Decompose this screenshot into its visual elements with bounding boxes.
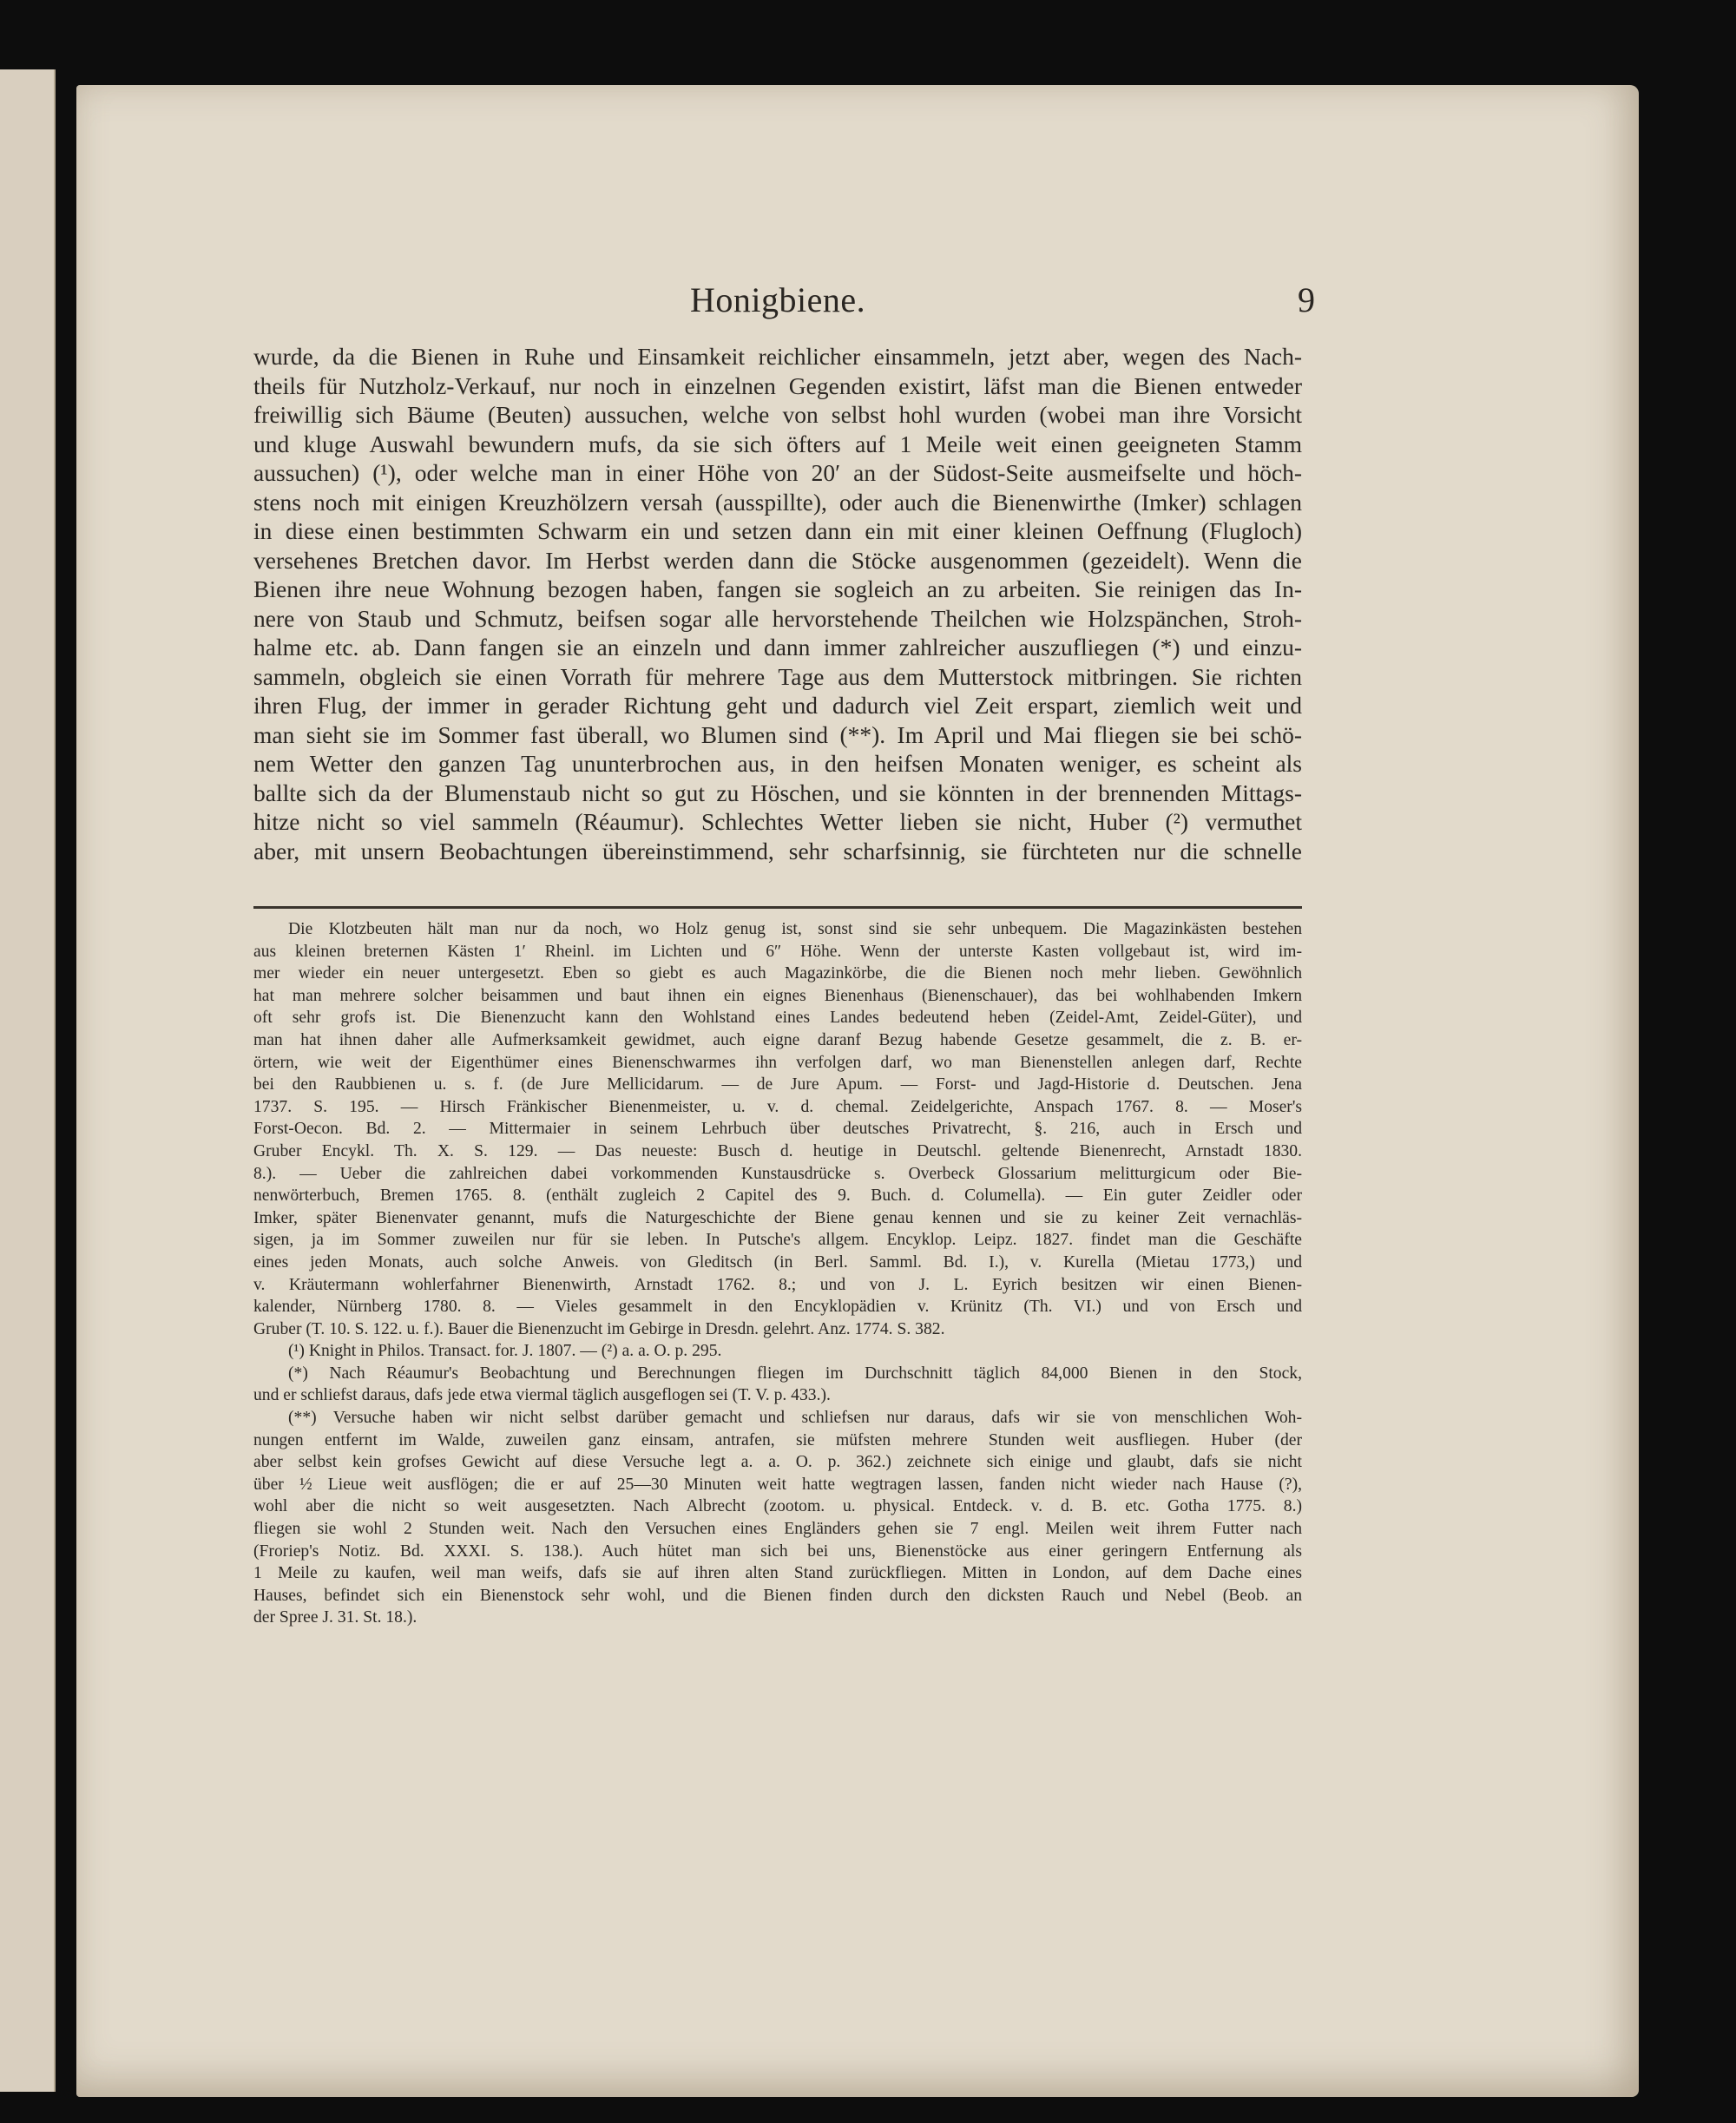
footnote-line: bei den Raubbienen u. s. f. (de Jure Mellicidarum. — de Jure Apum. — Forst- und Jagd-Historie d. Deutschen. Jena — [253, 1075, 1302, 1094]
footnote-line: hat man mehrere solcher beisammen und baut ihnen ein eignes Bienenhaus (Bienenschauer), das bei wohlhabenden Imkern — [253, 986, 1302, 1005]
footnote-double-star-line: (Froriep's Notiz. Bd. XXXI. S. 138.). Auch hütet man sich bei uns, Bienenstöcke aus einer geringern Entfernung als — [253, 1541, 1302, 1561]
footnote-line: örtern, wie weit der Eigenthümer eines Bienenschwarmes ihn verfolgen darf, wo man Bienenstellen anlegen darf, Rechte — [253, 1053, 1302, 1072]
footnote-divider — [253, 906, 1302, 909]
footnote-double-star-line: aber selbst kein grofses Gewicht auf diese Versuche legt a. a. O. p. 362.) zeichnete sich einige und glaubt, dafs sie nicht — [253, 1453, 1302, 1472]
footnote-line: v. Kräutermann wohlerfahrner Bienenwirth, Arnstadt 1762. 8.; und von J. L. Eyrich besitzen wir einen Bienen- — [253, 1275, 1302, 1294]
text-line: aber, mit unsern Beobachtungen übereinstimmend, sehr scharfsinnig, sie fürchteten nur die schnelle — [253, 837, 1302, 864]
text-line: nem Wetter den ganzen Tag ununterbrochen aus, in den heifsen Monaten weniger, es scheint als — [253, 750, 1302, 777]
text-line: und kluge Auswahl bewundern mufs, da sie sich öfters auf 1 Meile weit einen geeigneten Stamm — [253, 430, 1302, 457]
main-text — [253, 342, 1302, 865]
text-line: sammeln, obgleich sie einen Vorrath für mehrere Tage aus dem Mutterstock mitbringen. Sie richten — [253, 662, 1302, 690]
footnote-line: Gruber Encykl. Th. X. S. 129. — Das neueste: Busch d. heutige in Deutschl. geltende Bienenrecht, Arnstadt 1830. — [253, 1141, 1302, 1160]
footnote-line: sigen, ja im Sommer zuweilen nur für sie leben. In Putsche's allgem. Encyklop. Leipz. 1827. findet man die Geschäfte — [253, 1231, 1302, 1250]
text-line: aussuchen) (¹), oder welche man in einer Höhe von 20′ an der Südost-Seite ausmeifselte und höch- — [253, 459, 1302, 486]
text-line: versehenes Bretchen davor. Im Herbst werden dann die Stöcke ausgenommen (gezeidelt). Wenn die — [253, 546, 1302, 574]
footnote-line: kalender, Nürnberg 1780. 8. — Vieles gesammelt in den Encyklopädien v. Krünitz (Th. VI.) und von Ersch und — [253, 1298, 1302, 1317]
text-line: freiwillig sich Bäume (Beuten) aussuchen, welche von selbst hohl wurden (wobei man ihre Vorsicht — [253, 401, 1302, 428]
footnote-double-star-line: nungen entfernt im Walde, zuweilen ganz einsam, antrafen, sie müfsten mehrere Stunden weit ausfliegen. Huber (der — [253, 1430, 1302, 1449]
text-line: in diese einen bestimmten Schwarm ein und setzen dann ein mit einer kleinen Oeffnung (Flugloch) — [253, 517, 1302, 544]
text-line: ihren Flug, der immer in gerader Richtung geht und dadurch viel Zeit erspart, ziemlich weit und — [253, 692, 1302, 719]
footnote-double-star-line: über ½ Lieue weit ausflögen; die er auf 25—30 Minuten weit hatte wegtragen lassen, fanden nicht wieder nach Hause (?), — [253, 1475, 1302, 1494]
text-line: ballte sich da der Blumenstaub nicht so gut zu Höschen, und sie könnten in der brennenden Mittags- — [253, 779, 1302, 806]
footnote-double-star-line: 1 Meile zu kaufen, weil man weifs, dafs sie auf ihren alten Stand zurückfliegen. Mitten in London, auf dem Dache eines — [253, 1564, 1302, 1583]
running-head: Honigbiene. — [690, 280, 866, 319]
text-line: Bienen ihre neue Wohnung bezogen haben, fangen sie sogleich an zu arbeiten. Sie reinigen das In- — [253, 575, 1302, 602]
footnote-double-star-line: fliegen sie wohl 2 Stunden weit. Nach den Versuchen eines Engländers gehen sie 7 engl. Meilen weit ihrem Futter nach — [253, 1520, 1302, 1539]
footnotes — [253, 918, 1302, 1629]
footnote-line: aus kleinen breternen Kästen 1′ Rheinl. im Lichten und 6″ Höhe. Wenn der unterste Kasten vollgebaut ist, wird im- — [253, 942, 1302, 961]
footnote-line: mer wieder ein neuer untergesetzt. Eben so giebt es auch Magazinkörbe, die die Bienen noch mehr lieben. Gewöhnlich — [253, 964, 1302, 983]
footnote-star-line: und er schliefst daraus, dafs jede etwa viermal täglich ausgeflogen sei (T. V. p. 433.). — [253, 1386, 831, 1405]
footnote-line: Gruber (T. 10. S. 122. u. f.). Bauer die Bienenzucht im Gebirge in Dresdn. gelehrt. Anz. 1774. S. 382. — [253, 1319, 945, 1338]
footnote-line: Forst-Oecon. Bd. 2. — Mittermaier in seinem Lehrbuch über deutsches Privatrecht, §. 216, auch in Ersch und — [253, 1120, 1302, 1139]
footnote-line: Imker, später Bienenvater genannt, mufs die Naturgeschichte der Biene genau kennen und sie zu keiner Zeit vernachläs- — [253, 1208, 1302, 1227]
footnote-line: oft sehr grofs ist. Die Bienenzucht kann den Wohlstand eines Landes bedeutend heben (Zeidel-Amt, Zeidel-Güter), und — [253, 1009, 1302, 1028]
footnote-line: 8.). — Ueber die zahlreichen dabei vorkommenden Kunstausdrücke s. Overbeck Glossarium melitturgicum oder Bie- — [253, 1164, 1302, 1183]
footnote-line: 1737. S. 195. — Hirsch Fränkischer Bienenmeister, u. v. d. chemal. Zeidelgerichte, Anspach 1767. 8. — Moser's — [253, 1097, 1302, 1116]
text-line: hitze nicht so viel sammeln (Réaumur). Schlechtes Wetter lieben sie nicht, Huber (²) vermuthet — [253, 808, 1302, 835]
footnote-line: eines jeden Monats, auch solche Anweis. von Gleditsch (in Berl. Samml. Bd. I.), v. Kurella (Mietau 1773,) und — [253, 1252, 1302, 1272]
footnote-line: Die Klotzbeuten hält man nur da noch, wo Holz genug ist, sonst sind sie sehr unbequem. Die Magazinkästen bestehen — [288, 920, 1302, 938]
text-line: stens noch mit einigen Kreuzhölzern versah (ausspillte), oder auch die Bienenwirthe (Imker) schlagen — [253, 488, 1302, 516]
text-line: halme etc. ab. Dann fangen sie an einzeln und dann immer zahlreicher auszufliegen (*) und einzu- — [253, 634, 1302, 661]
page-header — [690, 279, 1315, 326]
facing-page-edge — [0, 69, 56, 2092]
footnote-double-star-line: Hauses, befindet sich ein Bienenstock sehr wohl, und die Bienen finden durch den dicksten Rauch und Nebel (Beob. an — [253, 1586, 1302, 1605]
footnote-ref-1-2: (¹) Knight in Philos. Transact. for. J. 1807. — (²) a. a. O. p. 295. — [288, 1342, 722, 1361]
footnote-double-star: (**) Versuche haben wir nicht selbst darüber gemacht und schliefsen nur daraus, dafs wir sie von menschlichen Woh- — [288, 1409, 1302, 1428]
text-line: theils für Nutzholz-Verkauf, nur noch in einzelnen Gegenden existirt, läfst man die Bienen entweder — [253, 371, 1302, 399]
text-line: man sieht sie im Sommer fast überall, wo Blumen sind (**). Im April und Mai fliegen sie bei schö- — [253, 720, 1302, 748]
footnote-double-star-line: der Spree J. 31. St. 18.). — [253, 1608, 418, 1627]
footnote-line: nenwörterbuch, Bremen 1765. 8. (enthält zugleich 2 Capitel des 9. Buch. d. Columella). — Ein guter Zeidler oder — [253, 1186, 1302, 1206]
footnote-double-star-line: wohl aber die nicht so weit ausgesetzten. Nach Albrecht (zootom. u. physical. Entdeck. v. d. B. etc. Gotha 1775. 8.) — [253, 1497, 1302, 1516]
footnote-line: man hat ihnen daher alle Aufmerksamkeit gewidmet, auch eigne daranf Bezug habende Gesetze gesammelt, die z. B. er- — [253, 1030, 1302, 1049]
page-number: 9 — [1298, 280, 1315, 319]
footnote-star: (*) Nach Réaumur's Beobachtung und Berechnungen fliegen im Durchschnitt täglich 84,000 Bienen in den Stock, — [288, 1364, 1302, 1383]
text-line: nere von Staub und Schmutz, beifsen sogar alle hervorstehende Theilchen wie Holzspänchen, Stroh- — [253, 604, 1302, 632]
text-line: wurde, da die Bienen in Ruhe und Einsamkeit reichlicher einsammeln, jetzt aber, wegen des Nach- — [253, 343, 1302, 370]
